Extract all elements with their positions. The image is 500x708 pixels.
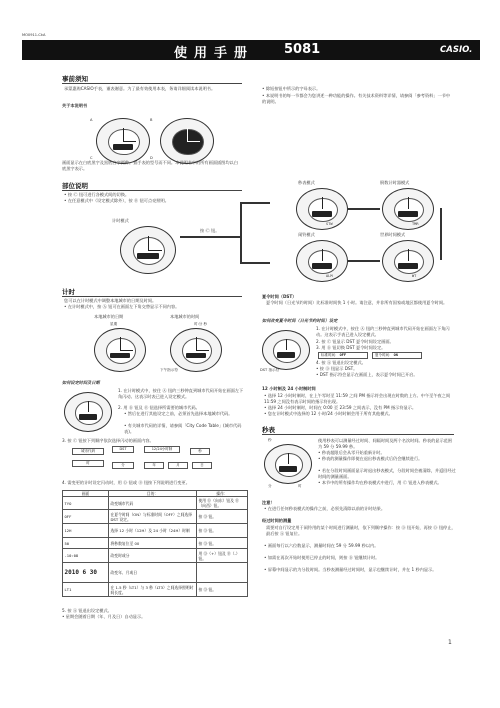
table-cell: -10:08 — [63, 549, 109, 563]
mode-arrow — [240, 202, 242, 262]
stopwatch-seconds-label: 秒 — [268, 438, 272, 442]
stopwatch-bullet-4: • 本节中的所有操作均在秒表模式中进行，用 Ⓒ 钮进入秒表模式。 — [318, 480, 442, 485]
hour-minute-second-label: 时:分 秒 — [194, 322, 208, 326]
brand-logo: CASIO. — [440, 45, 473, 55]
dst-step-1: 1. 在计时模式中，按住 Ⓐ 钮约三秒钟直到城市代码开始在画面左下角闪动。这表示手表已进入设定模式。 — [316, 326, 450, 337]
dst-note-2: • 按 Ⓓ 钮显示 DST。 — [316, 366, 358, 371]
countdown-watch — [382, 188, 434, 230]
local-time-label: 本地城市的时间 — [170, 314, 200, 319]
countdown-mode-label: 倒数计时器模式 — [380, 180, 410, 185]
table-cell: 50 — [63, 538, 109, 549]
table-cell: 用 Ⓓ（+）钮及 Ⓑ（-）钮。 — [197, 549, 248, 563]
elapsed-heading: 经过时间的测量 — [262, 518, 292, 523]
12-24-heading: 12 小时制及 24 小时制时间 — [262, 386, 316, 391]
table-cell: LT1 — [63, 583, 109, 597]
table-row — [63, 549, 248, 563]
table-row — [63, 583, 248, 597]
stopwatch-bullet-3: • 若在分段时间画面显示时退出秒表模式，分段时间会被清除，并返回经过时间的测量画面。 — [318, 468, 456, 479]
dst-step-3: 3. 用 Ⓓ 钮切换 DST 夏令时间设定。 — [316, 345, 386, 350]
table-cell: 按 Ⓓ 钮。 — [197, 538, 248, 549]
button-label-b: B — [150, 118, 153, 122]
date-display-watch — [94, 328, 146, 372]
setting-step-4: 4. 需变更的计时设定闪动时，用 Ⓓ 钮或 Ⓑ 钮按下列说明进行变更。 — [62, 480, 190, 485]
mode-arrow — [180, 236, 240, 238]
table-header: 画面 — [63, 491, 109, 497]
setting-watch — [64, 392, 112, 432]
flow-day: 日 — [192, 462, 212, 469]
flow-seconds: 秒 — [190, 448, 210, 455]
flow-city-code: 城市代码 — [72, 448, 104, 455]
dst-note-3: • DST 指示符会显示在画面上，表示夏令时间已开启。 — [316, 372, 418, 377]
table-cell: 12H — [63, 524, 109, 538]
stopwatch-heading: 秒表 — [262, 426, 275, 434]
modes-bullet-2: • 在任意模式中（设定模式除外），按 Ⓑ 钮可点亮照明。 — [64, 198, 169, 203]
page-title: 使用手册 — [174, 46, 255, 61]
table-cell: 在 1.5 秒（LT1）与 3 秒（LT3）之间选择照明时间长度。 — [109, 583, 197, 597]
table-row — [63, 538, 248, 549]
divider — [62, 190, 242, 191]
time-display-watch — [170, 328, 222, 372]
mode-arrow — [240, 262, 270, 264]
table-cell: OFF — [63, 510, 109, 524]
setting-step-2-note-2: • 有关城市代码的详情，请参阅「City Code Table」(城市代码表)。 — [124, 423, 242, 434]
timekeeping-watch — [120, 226, 176, 274]
day-of-week-label: 星期 — [110, 322, 118, 326]
lcd-code-tmr: TMR — [412, 222, 419, 226]
12-24-bullet-3: • 您在计时模式中选择的 12 小时/24 小时时制会用于所有其他模式。 — [264, 411, 393, 416]
timekeeping-intro-2: • 在计时模式中，按 Ⓐ 钮可在画面左下角交替显示不同内容。 — [64, 304, 180, 309]
lcd-code-stw: STW — [326, 222, 333, 226]
page-number: 1 — [448, 639, 452, 646]
about-manual-heading: 关于本说明书 — [62, 103, 88, 108]
setting-step-1: 1. 在计时模式中，按住 Ⓐ 钮约三秒钟直到城市代码开始在画面左下角闪动。这表示时表已进入设定模式。 — [118, 388, 244, 399]
modes-bullet-1: • 按 Ⓒ 钮可进行各模式间的切换。 — [64, 192, 130, 197]
table-cell: 按 Ⓓ 钮。 — [197, 583, 248, 597]
elapsed-bullet-3: • 屏幕中间显示的为分段时间。当秒表测量经过时间时，显示也继续计时，并在 1 秒内显示。 — [264, 567, 437, 572]
12-24-bullet-1: • 选择 12 小时时制时，在上午零时至 11:59 之间 PM 指示符会出现在时数的上方。中午至午夜之间 11:59 之间没有表示时间的指示符出现。 — [264, 393, 451, 404]
mode-arrow — [240, 202, 270, 204]
elapsed-bullet-1: • 画面每行以六位数显示，测量时间在 59 分 59.99 秒以内。 — [264, 543, 379, 548]
local-date-label: 本地城市的日期 — [94, 314, 124, 319]
table-header: 操作： — [197, 491, 248, 497]
modes-heading: 部位说明 — [62, 182, 88, 190]
setting-step-3: 3. 按 Ⓒ 钮按下列顺序依次选择闪动的画面内容。 — [62, 438, 154, 443]
table-header: 目的： — [109, 491, 197, 497]
button-label-a: A — [90, 118, 93, 122]
dst-indicator-label: DST 指示符 — [260, 368, 280, 372]
right-bullet-1: • 除短按钮中所示的字母表示。 — [262, 86, 321, 91]
model-number: 5081 — [284, 42, 321, 57]
stopwatch-illustration — [264, 444, 312, 484]
lcd-code-wt: WT — [412, 274, 417, 278]
lcd-code-alm: ALM — [326, 274, 333, 278]
table-cell: 按 Ⓓ 钮。 — [197, 524, 248, 538]
note-heading: 注意！ — [262, 500, 275, 505]
divider — [62, 83, 242, 84]
setting-table — [62, 490, 248, 597]
divider — [262, 434, 454, 435]
dst-on-box: 夏令时间： ON — [372, 352, 422, 359]
table-cell: TYO — [63, 497, 109, 510]
doc-code: MO0911-CkA — [22, 33, 46, 37]
dst-off-box: 标准时间： OFF — [318, 352, 368, 359]
table-row — [63, 563, 248, 583]
table-cell: 改变城市代码 — [109, 497, 197, 510]
timekeeping-intro-1: 您可以在计时模式中调整本地城市的日期及时间。 — [64, 298, 157, 303]
world-time-watch — [382, 240, 434, 282]
setting-step-5: 5. 按 Ⓐ 钮退出设定模式。 — [62, 608, 112, 613]
intro-text: 承蒙惠购CASIO手表，谨表谢意。为了最有效使用本表，务请详细阅读本说明书。 — [64, 86, 216, 91]
press-c-label: 按 Ⓒ 钮。 — [200, 228, 220, 233]
setting-step-2-note-1: • 然后在进行其他设定之前，必须首先选择本地城市代码。 — [124, 411, 233, 416]
elapsed-bullet-2: • 如需在再次开始时使用已停止的时间，则按 Ⓓ 钮继续计时。 — [264, 555, 380, 560]
alarm-watch — [296, 240, 348, 282]
note-text: • 在进行任何秒表模式的操作之前，必须先清除以前的计时结果。 — [264, 506, 386, 511]
flow-dst: DST — [112, 446, 134, 453]
stopwatch-watch — [296, 188, 348, 230]
flow-year: 年 — [144, 462, 164, 469]
title-bar — [22, 40, 480, 60]
stopwatch-bullet-2: • 秒表的测量操作即使在退出秒表模式后仍会继续进行。 — [318, 456, 423, 461]
world-time-mode-label: 世界时间模式 — [380, 232, 406, 237]
setting-heading: 如何设定时间及日期 — [62, 380, 100, 385]
alarm-mode-label: 闹铃模式 — [298, 232, 315, 237]
table-cell: 2010 6 30 — [63, 563, 109, 583]
stopwatch-minutes-label: 分 — [268, 484, 272, 488]
timekeeping-heading: 计时 — [62, 288, 75, 296]
table-cell: 在夏令时间（ON）与标准时间（OFF）之间选择 DST 设定。 — [109, 510, 197, 524]
dst-text: 夏令时间（日光节约时间）比标准时间快 1 小时。请注意，并非所有国家或地区都使用夏令时间。 — [266, 300, 448, 305]
stopwatch-bullet-1: • 秒表超限后会从零开始重新计时。 — [318, 450, 385, 455]
button-label-c: C — [90, 156, 93, 160]
table-row — [63, 497, 248, 510]
table-cell: 将秒数复位至 00 — [109, 538, 197, 549]
watch-illustration-negative — [160, 118, 214, 164]
table-cell: 改变年、月或日 — [109, 563, 197, 583]
setting-step-2: 2. 用 Ⓓ 钮及 Ⓑ 钮选择所需要的城市代码。 — [118, 405, 200, 410]
right-bullet-2: • 本说明书的每一节都会为您讲述一种功能的操作。有关技术资料等详情，请参阅「参考资料」一节中的说明。 — [262, 93, 451, 104]
divider — [62, 296, 242, 297]
dst-step-2: 2. 按 Ⓒ 钮显示 DST 夏令时间设定画面。 — [316, 339, 394, 344]
button-label-d: D — [150, 156, 153, 160]
display-note: 画面显示在白底黑字及黑底白字两种。插手表的型号而不同。本说明书中的所有画面插图均以白底黑字表示。 — [62, 160, 238, 171]
table-row — [63, 524, 248, 538]
flow-month: 月 — [168, 462, 188, 469]
flow-hour: 时 — [72, 460, 104, 467]
pm-indicator-label: 下午指示符 — [160, 368, 178, 372]
intro-heading: 事前须知 — [62, 75, 88, 83]
elapsed-text: 需要对自行设定用于闹铃用的某个时间进行测量时，依下列顺序操作：按 Ⓓ 钮开始，再按 Ⓓ 钮停止，最后按 Ⓐ 钮复位。 — [266, 525, 456, 536]
table-row — [63, 510, 248, 524]
dst-watch — [262, 330, 310, 370]
dst-sub-heading: 如何改变夏令时间（日光节约时间）设定 — [262, 318, 338, 323]
table-cell: 选择 12 小时（12H）及 24 小时（24H）时制 — [109, 524, 197, 538]
12-24-bullet-2: • 选择 24 小时时制时，时间在 0:00 至 23:59 之间表示，没有 PM 指示符显示。 — [264, 405, 417, 410]
table-cell: 改变时或分 — [109, 549, 197, 563]
stopwatch-mode-label: 秒表模式 — [298, 180, 315, 185]
dst-heading: 夏令时间（DST） — [262, 294, 297, 299]
flow-minute: 分 — [112, 462, 134, 469]
mode-arrow — [348, 208, 380, 210]
mode-arrow — [348, 260, 380, 262]
dst-step-4: 4. 按 Ⓐ 钮退出设定模式。 — [316, 360, 366, 365]
table-cell — [197, 563, 248, 583]
mode-arrow — [440, 208, 442, 260]
table-cell: 使用 Ⓓ（向东）钮及 Ⓑ（向西）钮。 — [197, 497, 248, 510]
table-cell: 按 Ⓓ 钮。 — [197, 510, 248, 524]
stopwatch-text: 使用秒表可以测量经过时间、间隔时间及两个名次时间。秒表的显示范围为 59 分 59.99 秒。 — [318, 438, 453, 449]
day-auto-note: • 星期会随着日期（年、月及日）自动显示。 — [62, 614, 146, 619]
timekeeping-mode-label: 计时模式 — [112, 218, 129, 223]
stopwatch-hours-label: 时 — [298, 484, 302, 488]
watch-illustration-positive — [96, 118, 153, 164]
flow-12-24: 12/24小时制 — [144, 446, 180, 453]
